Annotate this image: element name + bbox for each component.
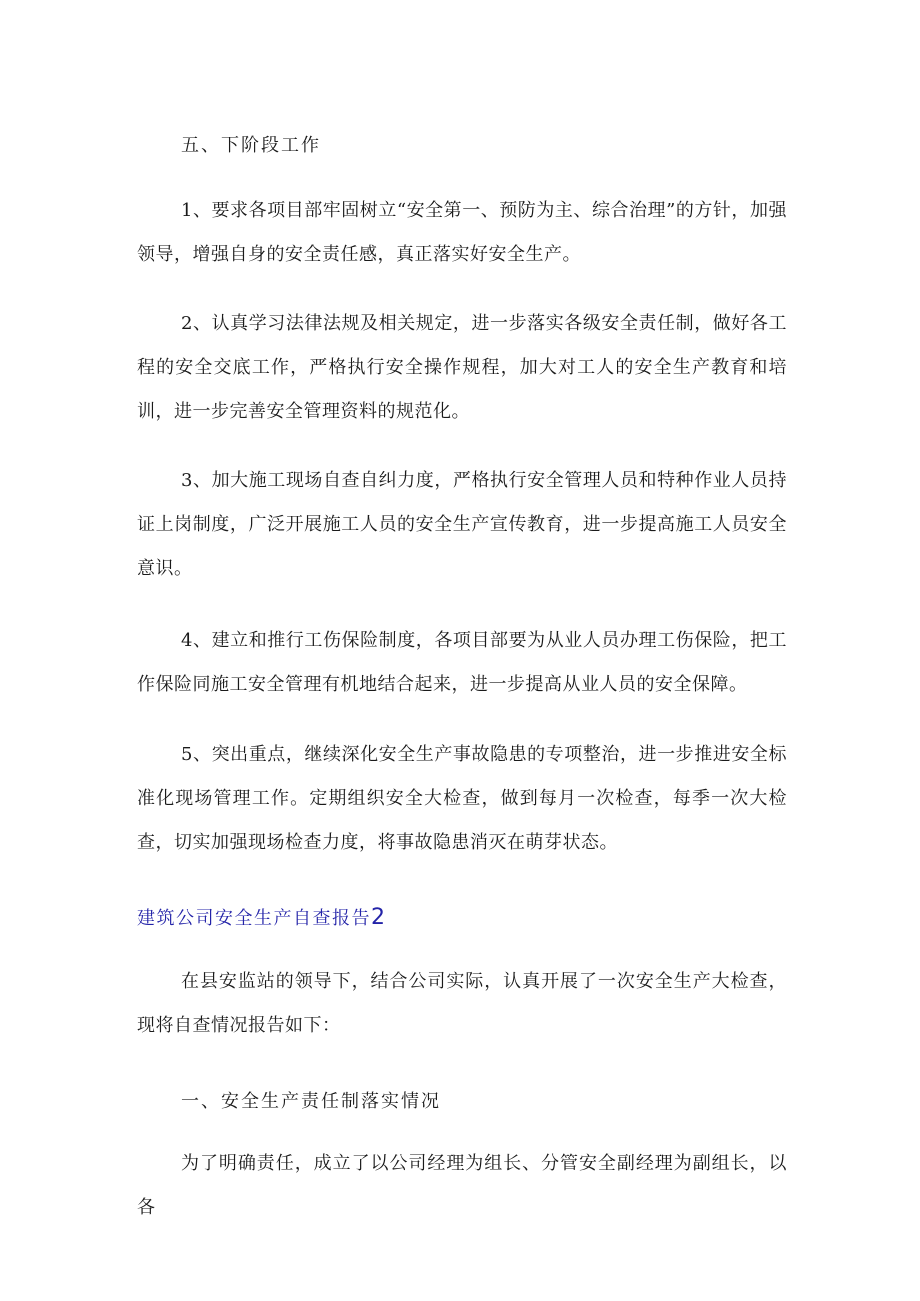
paragraph-item-1: 1、要求各项目部牢固树立“安全第一、预防为主、综合治理”的方针，加强领导，增强自身的安全责任感，真正落实好安全生产。: [137, 200, 787, 265]
responsibility-paragraph: 为了明确责任，成立了以公司经理为组长、分管安全副经理为副组长，以各: [137, 1153, 787, 1218]
paragraph-item-2: 2、认真学习法律法规及相关规定，进一步落实各级安全责任制，做好各工程的安全交底工作，严格执行安全操作规程，加大对工人的安全生产教育和培训，进一步完善安全管理资料的规范化。: [137, 313, 787, 422]
report-2-title: [137, 903, 385, 934]
report-title-number: 2: [371, 905, 385, 930]
paragraph-item-4: 4、建立和推行工伤保险制度，各项目部要为从业人员办理工伤保险，把工作保险同施工安全管理有机地结合起来，进一步提高从业人员的安全保障。: [137, 630, 787, 695]
report-intro-paragraph: 在县安监站的领导下，结合公司实际，认真开展了一次安全生产大检查，现将自查情况报告如下：: [137, 971, 787, 1036]
report-title-text: 建筑公司安全生产自查报告: [137, 908, 371, 929]
section-heading-responsibility: 一、安全生产责任制落实情况: [181, 1091, 441, 1112]
paragraph-item-5: 5、突出重点，继续深化安全生产事故隐患的专项整治，进一步推进安全标准化现场管理工作。定期组织安全大检查，做到每月一次检查，每季一次大检查，切实加强现场检查力度，将事故隐患消灭在萌芽状态。: [137, 744, 787, 853]
paragraph-item-3: 3、加大施工现场自查自纠力度，严格执行安全管理人员和特种作业人员持证上岗制度，广泛开展施工人员的安全生产宣传教育，进一步提高施工人员安全意识。: [137, 470, 787, 579]
section-heading-next-stage: 五、下阶段工作: [181, 135, 321, 156]
